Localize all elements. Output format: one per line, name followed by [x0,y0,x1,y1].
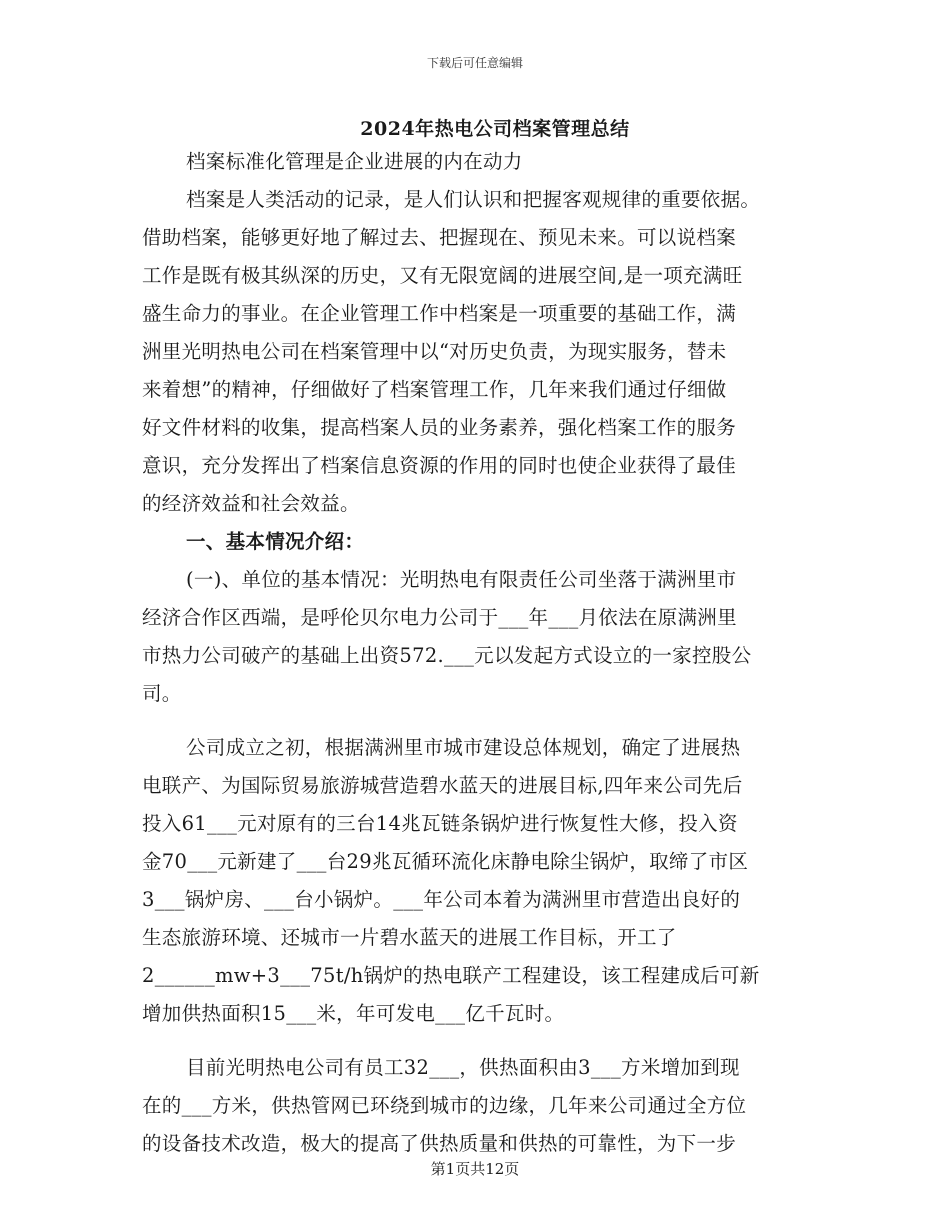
paragraph-line: 增加供热面积15___米，年可发电___亿千瓦时。 [142,1002,565,1025]
document-title: 2024年热电公司档案管理总结 [360,118,630,140]
header-note: 下载后可任意编辑 [426,56,523,70]
subtitle-line: 档案标准化管理是企业进展的内在动力 [186,150,523,173]
paragraph-line: 的经济效益和社会效益。 [142,492,360,515]
paragraph-line: 档案是人类活动的记录，是人们认识和把握客观规律的重要依据。 [186,188,761,211]
paragraph-line: 公司成立之初，根据满洲里市城市建设总体规划，确定了进展热 [186,736,741,759]
section-heading: 一、基本情况介绍： [186,530,365,553]
paragraph-line: 生态旅游环境、还城市一片碧水蓝天的进展工作目标，开工了 [142,926,677,949]
paragraph-line: 3___锅炉房、___台小锅炉。___年公司本着为满洲里市营造出良好的 [142,888,741,911]
paragraph-line: 来着想”的精神，仔细做好了档案管理工作，几年来我们通过仔细做 [142,378,727,401]
paragraph-line: 在的___方米，供热管网已环绕到城市的边缘，几年来公司通过全方位 [142,1094,747,1117]
paragraph-gap [142,1033,814,1049]
page-footer: 第1页共12页 [430,1160,520,1178]
paragraph-line: 经济合作区西端，是呼伦贝尔电力公司于___年___月依法在原满洲里 [142,606,737,629]
paragraph-gap [142,713,814,729]
document-body [142,143,814,1163]
paragraph-line: 好文件材料的收集，提高档案人员的业务素养，强化档案工作的服务 [142,416,737,439]
paragraph-line: 市热力公司破产的基础上出资572.___元以发起方式设立的一家控股公 [142,644,752,667]
paragraph-line: 司。 [142,682,182,705]
paragraph-line: 盛生命力的事业。在企业管理工作中档案是一项重要的基础工作，满 [142,302,737,325]
paragraph-line: (一)、单位的基本情况：光明热电有限责任公司坐落于满洲里市 [186,568,737,591]
paragraph-line: 的设备技术改造，极大的提高了供热质量和供热的可靠性，为下一步 [142,1132,737,1155]
paragraph-line: 金70___元新建了___台29兆瓦循环流化床静电除尘锅炉，取缔了市区 [142,850,749,873]
paragraph-line: 目前光明热电公司有员工32___，供热面积由3___方米增加到现 [186,1056,740,1079]
paragraph-line: 意识，充分发挥出了档案信息资源的作用的同时也使企业获得了最佳 [142,454,737,477]
paragraph-line: 借助档案，能够更好地了解过去、把握现在、预见未来。可以说档案 [142,226,737,249]
paragraph-line: 工作是既有极其纵深的历史，又有无限宽阔的进展空间,是一项充满旺 [142,264,743,287]
paragraph-line: 投入61___元对原有的三台14兆瓦链条锅炉进行恢复性大修，投入资 [142,812,738,835]
paragraph-line: 2______mw+3___75t/h锅炉的热电联产工程建设，该工程建成后可新 [142,964,760,987]
paragraph-line: 电联产、为国际贸易旅游城营造碧水蓝天的进展目标,四年来公司先后 [142,774,743,797]
paragraph-line: 洲里光明热电公司在档案管理中以“对历史负责，为现实服务，替未 [142,340,727,363]
